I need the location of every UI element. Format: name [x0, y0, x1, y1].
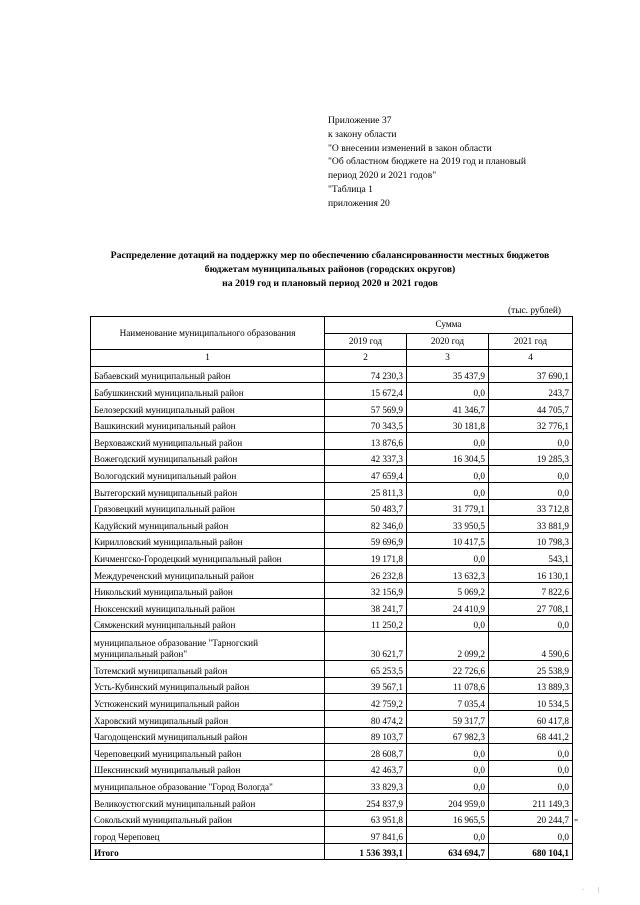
table-row: [91, 366, 573, 383]
row-value-2019: 57 569,9: [325, 399, 407, 416]
table-row: [91, 449, 573, 466]
row-value-2021: 32 776,1: [489, 416, 573, 433]
row-value-2019: 32 156,9: [325, 582, 407, 599]
table-row: [91, 399, 573, 416]
table-row: [91, 777, 573, 794]
row-value-2019: 65 253,5: [325, 661, 407, 678]
row-value-2020: 7 035,4: [407, 694, 489, 711]
table-row: [91, 727, 573, 744]
row-value-2021: 0,0: [489, 744, 573, 761]
row-name: Верховажский муниципальный район: [91, 433, 325, 450]
row-value-2021: 13 889,3: [489, 677, 573, 694]
row-value-2019: 26 232,8: [325, 565, 407, 582]
row-name: Череповецкий муниципальный район: [91, 744, 325, 761]
row-value-2021: 0,0: [489, 827, 573, 844]
closing-quote: ": [574, 818, 579, 829]
row-value-2021: 68 441,2: [489, 727, 573, 744]
table-row: [91, 599, 573, 616]
row-value-2019: 15 672,4: [325, 383, 407, 400]
row-value-2019: 30 621,7: [325, 632, 407, 661]
row-value-2021: 0,0: [489, 466, 573, 483]
row-value-2019: 80 474,2: [325, 711, 407, 728]
total-2020: 634 694,7: [407, 843, 489, 860]
row-value-2021: 211 149,3: [489, 794, 573, 811]
row-name: Вытегорский муниципальный район: [91, 482, 325, 499]
row-name: Сокольский муниципальный район: [91, 810, 325, 827]
row-value-2020: 0,0: [407, 777, 489, 794]
row-value-2020: 2 099,2: [407, 632, 489, 661]
row-value-2019: 19 171,8: [325, 549, 407, 566]
row-name: Кадуйский муниципальный район: [91, 516, 325, 533]
row-value-2021: 20 244,7: [489, 810, 573, 827]
row-value-2021: 0,0: [489, 482, 573, 499]
table-row: [91, 549, 573, 566]
row-name: Кичменгско-Городецкий муниципальный район: [91, 549, 325, 566]
row-value-2019: 38 241,7: [325, 599, 407, 616]
row-value-2021: 243,7: [489, 383, 573, 400]
row-value-2020: 30 181,8: [407, 416, 489, 433]
row-name: Кирилловский муниципальный район: [91, 532, 325, 549]
row-name: Нюксенский муниципальный район: [91, 599, 325, 616]
row-value-2019: 11 250,2: [325, 615, 407, 632]
row-value-2020: 0,0: [407, 433, 489, 450]
row-value-2019: 70 343,5: [325, 416, 407, 433]
table-row: [91, 677, 573, 694]
row-value-2020: 41 346,7: [407, 399, 489, 416]
row-name: Чагодощенский муниципальный район: [91, 727, 325, 744]
row-value-2021: 7 822,6: [489, 582, 573, 599]
row-value-2019: 63 951,8: [325, 810, 407, 827]
column-header-sum: Сумма: [325, 317, 573, 334]
row-value-2019: 59 696,9: [325, 532, 407, 549]
column-header-name: Наименование муниципального образования: [91, 317, 325, 350]
table-row: [91, 744, 573, 761]
row-value-2021: 33 712,8: [489, 499, 573, 516]
row-value-2020: 35 437,9: [407, 366, 489, 383]
row-name: Вожегодский муниципальный район: [91, 449, 325, 466]
row-value-2020: 67 982,3: [407, 727, 489, 744]
row-value-2019: 42 337,3: [325, 449, 407, 466]
row-value-2020: 0,0: [407, 744, 489, 761]
table-row: [91, 383, 573, 400]
row-name: Бабаевский муниципальный район: [91, 366, 325, 383]
row-name: Вологодский муниципальный район: [91, 466, 325, 483]
row-value-2021: 10 534,5: [489, 694, 573, 711]
row-value-2021: 0,0: [489, 777, 573, 794]
total-2019: 1 536 393,1: [325, 843, 407, 860]
table-row: [91, 661, 573, 678]
row-value-2019: 74 230,3: [325, 366, 407, 383]
row-name: Междуреченский муниципальный район: [91, 565, 325, 582]
header-line: период 2020 и 2021 годов": [328, 170, 437, 182]
row-value-2020: 59 317,7: [407, 711, 489, 728]
column-number: 4: [489, 350, 573, 367]
row-value-2019: 82 346,0: [325, 516, 407, 533]
row-name: Никольский муниципальный район: [91, 582, 325, 599]
row-name: муниципальное образование "Тарногский муниципальный район": [91, 632, 325, 661]
scan-marks: · |: [582, 886, 606, 894]
table-row: [91, 499, 573, 516]
row-value-2019: 42 463,7: [325, 760, 407, 777]
header-line: к закону области: [328, 128, 397, 140]
row-value-2020: 13 632,3: [407, 565, 489, 582]
row-value-2021: 19 285,3: [489, 449, 573, 466]
header-line: Приложение 37: [328, 115, 392, 126]
row-value-2019: 28 608,7: [325, 744, 407, 761]
header-line: "Таблица 1: [328, 183, 373, 195]
table-row: [91, 482, 573, 499]
row-value-2020: 31 779,1: [407, 499, 489, 516]
row-value-2021: 16 130,1: [489, 565, 573, 582]
row-name: Грязовецкий муниципальный район: [91, 499, 325, 516]
total-row: [91, 843, 573, 860]
appendix-header: [328, 114, 628, 211]
header-line: "Об областном бюджете на 2019 год и плановый: [328, 156, 526, 168]
table-row: [91, 810, 573, 827]
row-name: Харовский муниципальный район: [91, 711, 325, 728]
header-line: "О внесении изменений в закон области: [328, 142, 492, 154]
row-value-2020: 0,0: [407, 827, 489, 844]
row-value-2019: 50 483,7: [325, 499, 407, 516]
row-value-2021: 27 708,1: [489, 599, 573, 616]
row-value-2019: 39 567,1: [325, 677, 407, 694]
row-value-2021: 0,0: [489, 433, 573, 450]
table-row: [91, 711, 573, 728]
row-value-2020: 5 069,2: [407, 582, 489, 599]
table-row: [91, 694, 573, 711]
row-value-2020: 0,0: [407, 549, 489, 566]
row-value-2020: 0,0: [407, 383, 489, 400]
row-value-2019: 13 876,6: [325, 433, 407, 450]
row-value-2021: 33 881,9: [489, 516, 573, 533]
column-number: 1: [91, 350, 325, 367]
column-header-year: 2021 год: [489, 333, 573, 350]
table-row: [91, 632, 573, 661]
row-name: Белозерский муниципальный район: [91, 399, 325, 416]
row-name: город Череповец: [91, 827, 325, 844]
column-number: 3: [407, 350, 489, 367]
table-row: [91, 615, 573, 632]
row-value-2020: 0,0: [407, 466, 489, 483]
row-value-2020: 0,0: [407, 760, 489, 777]
row-name: Усть-Кубинский муниципальный район: [91, 677, 325, 694]
row-value-2020: 0,0: [407, 615, 489, 632]
row-value-2020: 33 950,5: [407, 516, 489, 533]
subsidy-table: [90, 316, 573, 860]
row-value-2020: 0,0: [407, 482, 489, 499]
table-row: [91, 532, 573, 549]
row-value-2020: 10 417,5: [407, 532, 489, 549]
row-name: Устюженский муниципальный район: [91, 694, 325, 711]
row-value-2019: 42 759,2: [325, 694, 407, 711]
row-value-2021: 25 538,9: [489, 661, 573, 678]
row-name: Великоустюгский муниципальный район: [91, 794, 325, 811]
table-row: [91, 760, 573, 777]
row-value-2021: 10 798,3: [489, 532, 573, 549]
table-row: [91, 466, 573, 483]
row-value-2021: 60 417,8: [489, 711, 573, 728]
table-row: [91, 433, 573, 450]
header-line: приложения 20: [328, 197, 390, 209]
row-value-2020: 24 410,9: [407, 599, 489, 616]
row-value-2021: 44 705,7: [489, 399, 573, 416]
row-value-2020: 11 078,6: [407, 677, 489, 694]
row-name: Бабушкинский муниципальный район: [91, 383, 325, 400]
row-name: муниципальное образование "Город Вологда": [91, 777, 325, 794]
column-header-year: 2020 год: [407, 333, 489, 350]
row-value-2021: 0,0: [489, 615, 573, 632]
title-line: Распределение дотаций на поддержку мер по обеспечению сбалансированности местных бюджетов: [110, 250, 550, 261]
document-title: [60, 249, 600, 291]
table-row: [91, 416, 573, 433]
row-value-2020: 16 304,5: [407, 449, 489, 466]
row-value-2021: 4 590,6: [489, 632, 573, 661]
row-value-2021: 0,0: [489, 760, 573, 777]
row-name: Вашкинский муниципальный район: [91, 416, 325, 433]
row-value-2020: 16 965,5: [407, 810, 489, 827]
table-body: [91, 366, 573, 843]
table-row: [91, 565, 573, 582]
row-value-2019: 97 841,6: [325, 827, 407, 844]
total-label: Итого: [91, 843, 325, 860]
table-row: [91, 794, 573, 811]
table-row: [91, 516, 573, 533]
row-value-2019: 254 837,9: [325, 794, 407, 811]
row-name: Шекснинский муниципальный район: [91, 760, 325, 777]
row-value-2019: 25 811,3: [325, 482, 407, 499]
row-value-2019: 33 829,3: [325, 777, 407, 794]
row-value-2019: 89 103,7: [325, 727, 407, 744]
total-2021: 680 104,1: [489, 843, 573, 860]
row-value-2019: 47 659,4: [325, 466, 407, 483]
units-label: (тыс. рублей): [508, 306, 562, 316]
row-name: Сямженский муниципальный район: [91, 615, 325, 632]
row-name: Тотемский муниципальный район: [91, 661, 325, 678]
title-line: бюджетам муниципальных районов (городских округов): [204, 264, 456, 275]
table-row: [91, 827, 573, 844]
row-value-2020: 204 959,0: [407, 794, 489, 811]
table-row: [91, 582, 573, 599]
row-value-2021: 543,1: [489, 549, 573, 566]
column-number: 2: [325, 350, 407, 367]
title-line: на 2019 год и плановый период 2020 и 2021 годов: [222, 278, 438, 289]
row-value-2021: 37 690,1: [489, 366, 573, 383]
row-value-2020: 22 726,6: [407, 661, 489, 678]
column-header-year: 2019 год: [325, 333, 407, 350]
